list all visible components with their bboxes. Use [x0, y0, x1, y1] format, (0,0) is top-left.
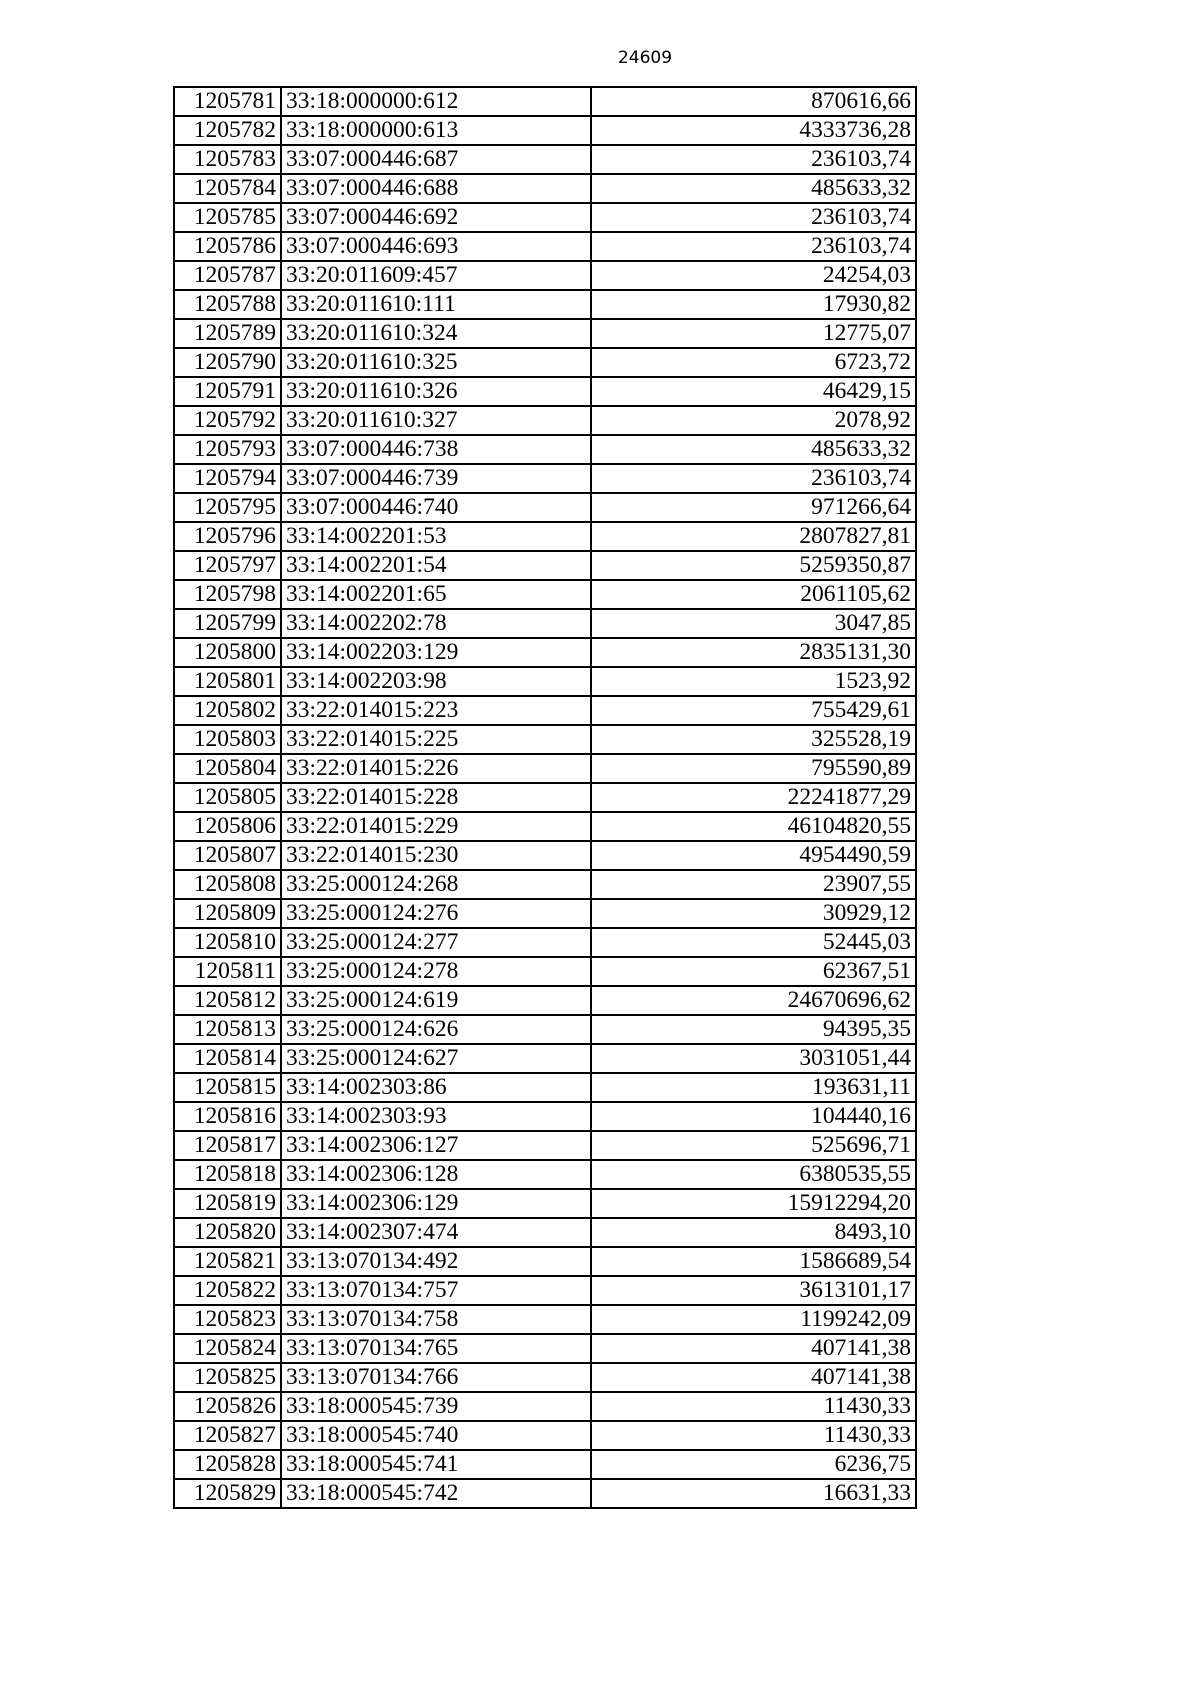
cadastral-number-cell: 33:13:070134:765 — [281, 1334, 591, 1363]
table-row — [174, 87, 916, 116]
cadastral-number-cell: 33:07:000446:740 — [281, 493, 591, 522]
row-number-cell: 1205789 — [174, 319, 281, 348]
cadastral-number-cell: 33:18:000545:741 — [281, 1450, 591, 1479]
cadastral-value-cell: 22241877,29 — [591, 783, 916, 812]
cadastral-number-cell: 33:13:070134:766 — [281, 1363, 591, 1392]
table-row — [174, 957, 916, 986]
table-row — [174, 464, 916, 493]
cadastral-value-cell: 94395,35 — [591, 1015, 916, 1044]
cadastral-value-cell: 30929,12 — [591, 899, 916, 928]
cadastral-value-cell: 236103,74 — [591, 232, 916, 261]
table-row — [174, 203, 916, 232]
cadastral-value-cell: 4954490,59 — [591, 841, 916, 870]
row-number-cell: 1205803 — [174, 725, 281, 754]
cadastral-number-cell: 33:20:011610:111 — [281, 290, 591, 319]
row-number-cell: 1205815 — [174, 1073, 281, 1102]
table-row — [174, 754, 916, 783]
cadastral-value-cell: 1523,92 — [591, 667, 916, 696]
row-number-cell: 1205819 — [174, 1189, 281, 1218]
cadastral-value-cell: 11430,33 — [591, 1421, 916, 1450]
cadastral-number-cell: 33:07:000446:687 — [281, 145, 591, 174]
cadastral-value-cell: 11430,33 — [591, 1392, 916, 1421]
table-row — [174, 1015, 916, 1044]
row-number-cell: 1205783 — [174, 145, 281, 174]
cadastral-value-cell: 193631,11 — [591, 1073, 916, 1102]
table-row — [174, 406, 916, 435]
table-row — [174, 696, 916, 725]
cadastral-number-cell: 33:25:000124:626 — [281, 1015, 591, 1044]
row-number-cell: 1205809 — [174, 899, 281, 928]
cadastral-value-cell: 795590,89 — [591, 754, 916, 783]
cadastral-number-cell: 33:14:002201:65 — [281, 580, 591, 609]
row-number-cell: 1205797 — [174, 551, 281, 580]
cadastral-number-cell: 33:20:011610:325 — [281, 348, 591, 377]
cadastral-number-cell: 33:18:000545:740 — [281, 1421, 591, 1450]
row-number-cell: 1205821 — [174, 1247, 281, 1276]
table-row — [174, 609, 916, 638]
row-number-cell: 1205812 — [174, 986, 281, 1015]
row-number-cell: 1205798 — [174, 580, 281, 609]
cadastral-number-cell: 33:18:000000:612 — [281, 87, 591, 116]
cadastral-number-cell: 33:14:002203:129 — [281, 638, 591, 667]
cadastral-value-cell: 2835131,30 — [591, 638, 916, 667]
cadastral-value-table — [173, 86, 917, 1509]
cadastral-number-cell: 33:22:014015:223 — [281, 696, 591, 725]
row-number-cell: 1205825 — [174, 1363, 281, 1392]
cadastral-number-cell: 33:13:070134:757 — [281, 1276, 591, 1305]
cadastral-value-cell: 236103,74 — [591, 203, 916, 232]
table-row — [174, 551, 916, 580]
table-row — [174, 174, 916, 203]
table-row — [174, 116, 916, 145]
row-number-cell: 1205822 — [174, 1276, 281, 1305]
row-number-cell: 1205787 — [174, 261, 281, 290]
cadastral-number-cell: 33:07:000446:688 — [281, 174, 591, 203]
table-row — [174, 1247, 916, 1276]
row-number-cell: 1205808 — [174, 870, 281, 899]
table-row — [174, 667, 916, 696]
cadastral-number-cell: 33:18:000545:742 — [281, 1479, 591, 1508]
row-number-cell: 1205829 — [174, 1479, 281, 1508]
cadastral-value-cell: 407141,38 — [591, 1334, 916, 1363]
table-row — [174, 928, 916, 957]
cadastral-value-cell: 2061105,62 — [591, 580, 916, 609]
cadastral-number-cell: 33:22:014015:229 — [281, 812, 591, 841]
row-number-cell: 1205826 — [174, 1392, 281, 1421]
cadastral-value-cell: 407141,38 — [591, 1363, 916, 1392]
cadastral-number-cell: 33:07:000446:739 — [281, 464, 591, 493]
cadastral-number-cell: 33:14:002307:474 — [281, 1218, 591, 1247]
table-row — [174, 522, 916, 551]
cadastral-number-cell: 33:20:011610:326 — [281, 377, 591, 406]
row-number-cell: 1205785 — [174, 203, 281, 232]
cadastral-number-cell: 33:25:000124:268 — [281, 870, 591, 899]
cadastral-number-cell: 33:07:000446:738 — [281, 435, 591, 464]
cadastral-number-cell: 33:18:000545:739 — [281, 1392, 591, 1421]
cadastral-number-cell: 33:07:000446:692 — [281, 203, 591, 232]
cadastral-value-cell: 325528,19 — [591, 725, 916, 754]
cadastral-value-cell: 1586689,54 — [591, 1247, 916, 1276]
table-row — [174, 319, 916, 348]
table-row — [174, 1073, 916, 1102]
cadastral-value-cell: 17930,82 — [591, 290, 916, 319]
cadastral-value-cell: 24670696,62 — [591, 986, 916, 1015]
table-row — [174, 638, 916, 667]
row-number-cell: 1205807 — [174, 841, 281, 870]
cadastral-value-cell: 525696,71 — [591, 1131, 916, 1160]
table-row — [174, 232, 916, 261]
cadastral-value-cell: 6380535,55 — [591, 1160, 916, 1189]
cadastral-value-cell: 12775,07 — [591, 319, 916, 348]
table-row — [174, 870, 916, 899]
cadastral-number-cell: 33:14:002306:129 — [281, 1189, 591, 1218]
cadastral-value-cell: 23907,55 — [591, 870, 916, 899]
row-number-cell: 1205810 — [174, 928, 281, 957]
row-number-cell: 1205813 — [174, 1015, 281, 1044]
cadastral-value-cell: 24254,03 — [591, 261, 916, 290]
cadastral-value-cell: 52445,03 — [591, 928, 916, 957]
row-number-cell: 1205814 — [174, 1044, 281, 1073]
cadastral-number-cell: 33:25:000124:276 — [281, 899, 591, 928]
cadastral-number-cell: 33:22:014015:228 — [281, 783, 591, 812]
table-row — [174, 725, 916, 754]
table-row — [174, 1102, 916, 1131]
row-number-cell: 1205811 — [174, 957, 281, 986]
table-row — [174, 841, 916, 870]
cadastral-value-cell: 4333736,28 — [591, 116, 916, 145]
table-row — [174, 145, 916, 174]
row-number-cell: 1205817 — [174, 1131, 281, 1160]
table-row — [174, 1392, 916, 1421]
row-number-cell: 1205806 — [174, 812, 281, 841]
cadastral-value-cell: 46104820,55 — [591, 812, 916, 841]
cadastral-number-cell: 33:14:002303:86 — [281, 1073, 591, 1102]
table-row — [174, 1334, 916, 1363]
cadastral-value-cell: 971266,64 — [591, 493, 916, 522]
cadastral-number-cell: 33:14:002201:53 — [281, 522, 591, 551]
row-number-cell: 1205790 — [174, 348, 281, 377]
table-row — [174, 783, 916, 812]
row-number-cell: 1205786 — [174, 232, 281, 261]
row-number-cell: 1205804 — [174, 754, 281, 783]
cadastral-value-cell: 2807827,81 — [591, 522, 916, 551]
table-body — [174, 87, 916, 1508]
row-number-cell: 1205792 — [174, 406, 281, 435]
cadastral-value-cell: 236103,74 — [591, 145, 916, 174]
cadastral-number-cell: 33:22:014015:225 — [281, 725, 591, 754]
cadastral-number-cell: 33:14:002203:98 — [281, 667, 591, 696]
table-row — [174, 1479, 916, 1508]
cadastral-number-cell: 33:14:002303:93 — [281, 1102, 591, 1131]
row-number-cell: 1205784 — [174, 174, 281, 203]
cadastral-value-cell: 3613101,17 — [591, 1276, 916, 1305]
row-number-cell: 1205816 — [174, 1102, 281, 1131]
table-row — [174, 1189, 916, 1218]
row-number-cell: 1205791 — [174, 377, 281, 406]
cadastral-value-cell: 104440,16 — [591, 1102, 916, 1131]
cadastral-number-cell: 33:13:070134:492 — [281, 1247, 591, 1276]
row-number-cell: 1205824 — [174, 1334, 281, 1363]
row-number-cell: 1205781 — [174, 87, 281, 116]
cadastral-value-cell: 6236,75 — [591, 1450, 916, 1479]
cadastral-value-cell: 236103,74 — [591, 464, 916, 493]
table-row — [174, 1044, 916, 1073]
cadastral-value-cell: 15912294,20 — [591, 1189, 916, 1218]
row-number-cell: 1205799 — [174, 609, 281, 638]
table-row — [174, 1450, 916, 1479]
cadastral-value-cell: 8493,10 — [591, 1218, 916, 1247]
cadastral-value-cell: 16631,33 — [591, 1479, 916, 1508]
cadastral-number-cell: 33:20:011609:457 — [281, 261, 591, 290]
table-row — [174, 986, 916, 1015]
cadastral-value-cell: 46429,15 — [591, 377, 916, 406]
cadastral-number-cell: 33:07:000446:693 — [281, 232, 591, 261]
cadastral-number-cell: 33:20:011610:324 — [281, 319, 591, 348]
row-number-cell: 1205818 — [174, 1160, 281, 1189]
table-row — [174, 261, 916, 290]
cadastral-number-cell: 33:25:000124:619 — [281, 986, 591, 1015]
table-row — [174, 1421, 916, 1450]
cadastral-number-cell: 33:13:070134:758 — [281, 1305, 591, 1334]
row-number-cell: 1205805 — [174, 783, 281, 812]
cadastral-value-cell: 5259350,87 — [591, 551, 916, 580]
cadastral-value-cell: 6723,72 — [591, 348, 916, 377]
row-number-cell: 1205828 — [174, 1450, 281, 1479]
table-row — [174, 348, 916, 377]
table-row — [174, 1131, 916, 1160]
row-number-cell: 1205801 — [174, 667, 281, 696]
cadastral-value-cell: 3031051,44 — [591, 1044, 916, 1073]
table-row — [174, 1160, 916, 1189]
row-number-cell: 1205802 — [174, 696, 281, 725]
table-row — [174, 812, 916, 841]
cadastral-number-cell: 33:22:014015:230 — [281, 841, 591, 870]
table-row — [174, 493, 916, 522]
cadastral-number-cell: 33:14:002306:128 — [281, 1160, 591, 1189]
cadastral-value-cell: 1199242,09 — [591, 1305, 916, 1334]
cadastral-number-cell: 33:25:000124:278 — [281, 957, 591, 986]
cadastral-value-cell: 485633,32 — [591, 174, 916, 203]
row-number-cell: 1205796 — [174, 522, 281, 551]
cadastral-number-cell: 33:20:011610:327 — [281, 406, 591, 435]
page-number: 24609 — [617, 48, 673, 68]
cadastral-value-cell: 62367,51 — [591, 957, 916, 986]
table-row — [174, 435, 916, 464]
cadastral-number-cell: 33:18:000000:613 — [281, 116, 591, 145]
table-row — [174, 580, 916, 609]
table-row — [174, 1305, 916, 1334]
cadastral-value-cell: 870616,66 — [591, 87, 916, 116]
table-row — [174, 377, 916, 406]
cadastral-number-cell: 33:25:000124:277 — [281, 928, 591, 957]
table-row — [174, 1276, 916, 1305]
row-number-cell: 1205820 — [174, 1218, 281, 1247]
table-row — [174, 899, 916, 928]
row-number-cell: 1205800 — [174, 638, 281, 667]
row-number-cell: 1205788 — [174, 290, 281, 319]
table-row — [174, 1218, 916, 1247]
row-number-cell: 1205793 — [174, 435, 281, 464]
row-number-cell: 1205823 — [174, 1305, 281, 1334]
cadastral-value-cell: 755429,61 — [591, 696, 916, 725]
cadastral-number-cell: 33:14:002201:54 — [281, 551, 591, 580]
row-number-cell: 1205794 — [174, 464, 281, 493]
row-number-cell: 1205782 — [174, 116, 281, 145]
cadastral-value-cell: 2078,92 — [591, 406, 916, 435]
row-number-cell: 1205795 — [174, 493, 281, 522]
cadastral-number-cell: 33:14:002202:78 — [281, 609, 591, 638]
cadastral-value-cell: 3047,85 — [591, 609, 916, 638]
cadastral-number-cell: 33:25:000124:627 — [281, 1044, 591, 1073]
cadastral-number-cell: 33:22:014015:226 — [281, 754, 591, 783]
cadastral-number-cell: 33:14:002306:127 — [281, 1131, 591, 1160]
cadastral-value-cell: 485633,32 — [591, 435, 916, 464]
table-row — [174, 1363, 916, 1392]
row-number-cell: 1205827 — [174, 1421, 281, 1450]
table-row — [174, 290, 916, 319]
